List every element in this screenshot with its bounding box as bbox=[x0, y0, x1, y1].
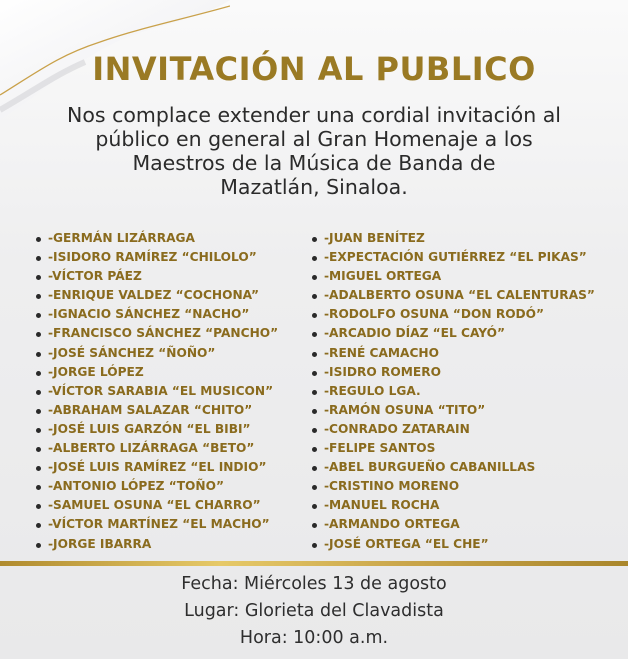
honoree-item: -JOSÉ ORTEGA “EL CHE” bbox=[312, 535, 595, 554]
honoree-item: -ENRIQUE VALDEZ “COCHONA” bbox=[36, 286, 278, 305]
honoree-item: -FELIPE SANTOS bbox=[312, 439, 595, 458]
honoree-item: -REGULO LGA. bbox=[312, 382, 595, 401]
honoree-item: -ARCADIO DÍAZ “EL CAYÓ” bbox=[312, 324, 595, 343]
intro-line-1: Nos complace extender una cordial invitación al bbox=[67, 103, 561, 127]
honoree-item: -ABEL BURGUEÑO CABANILLAS bbox=[312, 458, 595, 477]
honoree-item: -ARMANDO ORTEGA bbox=[312, 515, 595, 534]
honoree-item: -JORGE IBARRA bbox=[36, 535, 278, 554]
honoree-item: -JOSÉ LUIS GARZÓN “EL BIBI” bbox=[36, 420, 278, 439]
honoree-item: -ABRAHAM SALAZAR “CHITO” bbox=[36, 401, 278, 420]
intro-line-3: Maestros de la Música de Banda de bbox=[132, 151, 496, 175]
honoree-item: -RODOLFO OSUNA “DON RODÓ” bbox=[312, 305, 595, 324]
intro-paragraph bbox=[48, 103, 580, 199]
honoree-item: -VÍCTOR SARABIA “EL MUSICON” bbox=[36, 382, 278, 401]
honoree-item: -CRISTINO MORENO bbox=[312, 477, 595, 496]
honoree-item: -ANTONIO LÓPEZ “TOÑO” bbox=[36, 477, 278, 496]
honorees-list bbox=[0, 229, 628, 559]
honoree-item: -VÍCTOR PÁEZ bbox=[36, 267, 278, 286]
honorees-right-column bbox=[312, 229, 595, 554]
honoree-item: -JOSÉ SÁNCHEZ “ÑOÑO” bbox=[36, 344, 278, 363]
honoree-item: -RAMÓN OSUNA “TITO” bbox=[312, 401, 595, 420]
honoree-item: -ISIDORO RAMÍREZ “CHILOLO” bbox=[36, 248, 278, 267]
honoree-item: -SAMUEL OSUNA “EL CHARRO” bbox=[36, 496, 278, 515]
intro-line-2: público en general al Gran Homenaje a los bbox=[95, 127, 533, 151]
honoree-item: -EXPECTACIÓN GUTIÉRREZ “EL PIKAS” bbox=[312, 248, 595, 267]
event-time: Hora: 10:00 a.m. bbox=[239, 628, 389, 648]
honoree-item: -MANUEL ROCHA bbox=[312, 496, 595, 515]
honoree-item: -MIGUEL ORTEGA bbox=[312, 267, 595, 286]
honoree-item: -IGNACIO SÁNCHEZ “NACHO” bbox=[36, 305, 278, 324]
honorees-left-column bbox=[36, 229, 278, 554]
honoree-item: -ISIDRO ROMERO bbox=[312, 363, 595, 382]
event-date: Fecha: Miércoles 13 de agosto bbox=[181, 574, 447, 594]
honoree-item: -GERMÁN LIZÁRRAGA bbox=[36, 229, 278, 248]
honoree-item: -VÍCTOR MARTÍNEZ “EL MACHO” bbox=[36, 515, 278, 534]
honoree-item: -RENÉ CAMACHO bbox=[312, 344, 595, 363]
event-place: Lugar: Glorieta del Clavadista bbox=[184, 601, 444, 621]
honoree-item: -ALBERTO LIZÁRRAGA “BETO” bbox=[36, 439, 278, 458]
page-title: INVITACIÓN AL PUBLICO bbox=[92, 50, 536, 88]
honoree-item: -JOSÉ LUIS RAMÍREZ “EL INDIO” bbox=[36, 458, 278, 477]
intro-line-4: Mazatlán, Sinaloa. bbox=[220, 175, 408, 199]
gold-divider bbox=[0, 561, 628, 566]
honoree-item: -JUAN BENÍTEZ bbox=[312, 229, 595, 248]
honoree-item: -ADALBERTO OSUNA “EL CALENTURAS” bbox=[312, 286, 595, 305]
honoree-item: -JORGE LÓPEZ bbox=[36, 363, 278, 382]
honoree-item: -FRANCISCO SÁNCHEZ “PANCHO” bbox=[36, 324, 278, 343]
honoree-item: -CONRADO ZATARAIN bbox=[312, 420, 595, 439]
